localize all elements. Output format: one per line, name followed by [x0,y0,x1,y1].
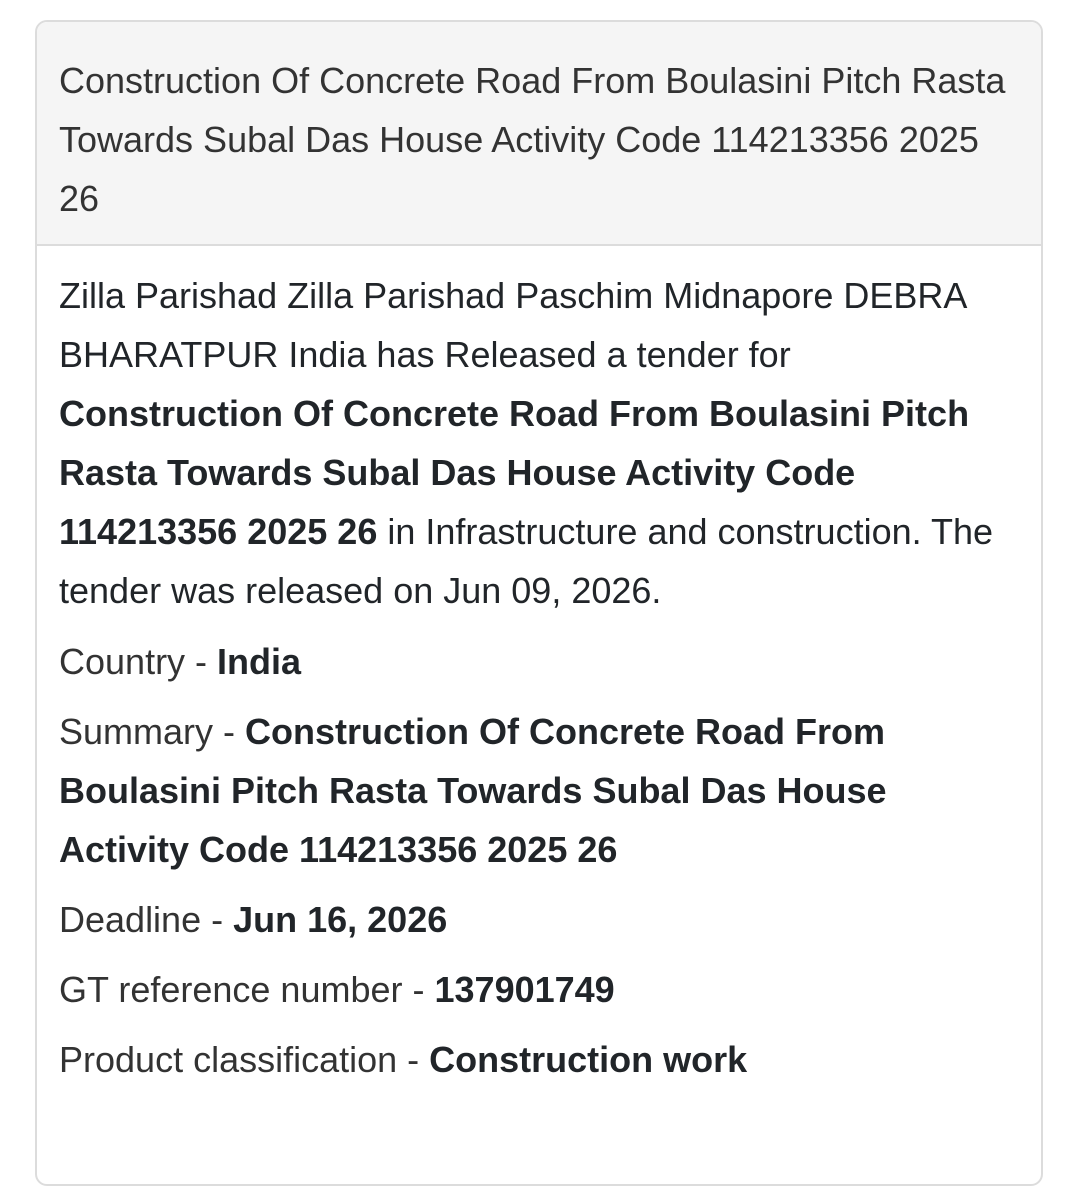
description-tender-title: Construction Of Concrete Road From Boulasini Pitch Rasta Towards Subal Das House Activity Code 114213356 2025 26 [59,393,970,552]
tender-card [35,20,1043,1186]
deadline-label: Deadline - [59,899,234,940]
summary-label: Summary - [59,711,246,752]
summary-field [59,702,1019,879]
product-classification-label: Product classification - [59,1039,430,1080]
gt-reference-field [59,960,1019,1019]
tender-card-body [37,246,1041,1089]
description-suffix: in Infrastructure and construction. The tender was released on Jun 09, 2026. [59,511,993,611]
gt-reference-label: GT reference number - [59,969,435,1010]
country-label: Country - [59,641,218,682]
gt-reference-value: 137901749 [434,969,615,1010]
country-field [59,632,1019,691]
product-classification-value: Construction work [429,1039,748,1080]
tender-description [59,266,1019,620]
description-prefix: Zilla Parishad Zilla Parishad Paschim Midnapore DEBRA BHARATPUR India has Released a tender for [59,275,966,375]
tender-card-header [37,22,1041,246]
deadline-field [59,890,1019,949]
summary-value: Construction Of Concrete Road From Boulasini Pitch Rasta Towards Subal Das House Activity Code 114213356 2025 26 [59,711,887,870]
deadline-value: Jun 16, 2026 [233,899,448,940]
country-value: India [217,641,302,682]
tender-title[interactable]: Construction Of Concrete Road From Boulasini Pitch Rasta Towards Subal Das House Activity Code 114213356 2025 26 [59,60,1006,219]
product-classification-field [59,1030,1019,1089]
